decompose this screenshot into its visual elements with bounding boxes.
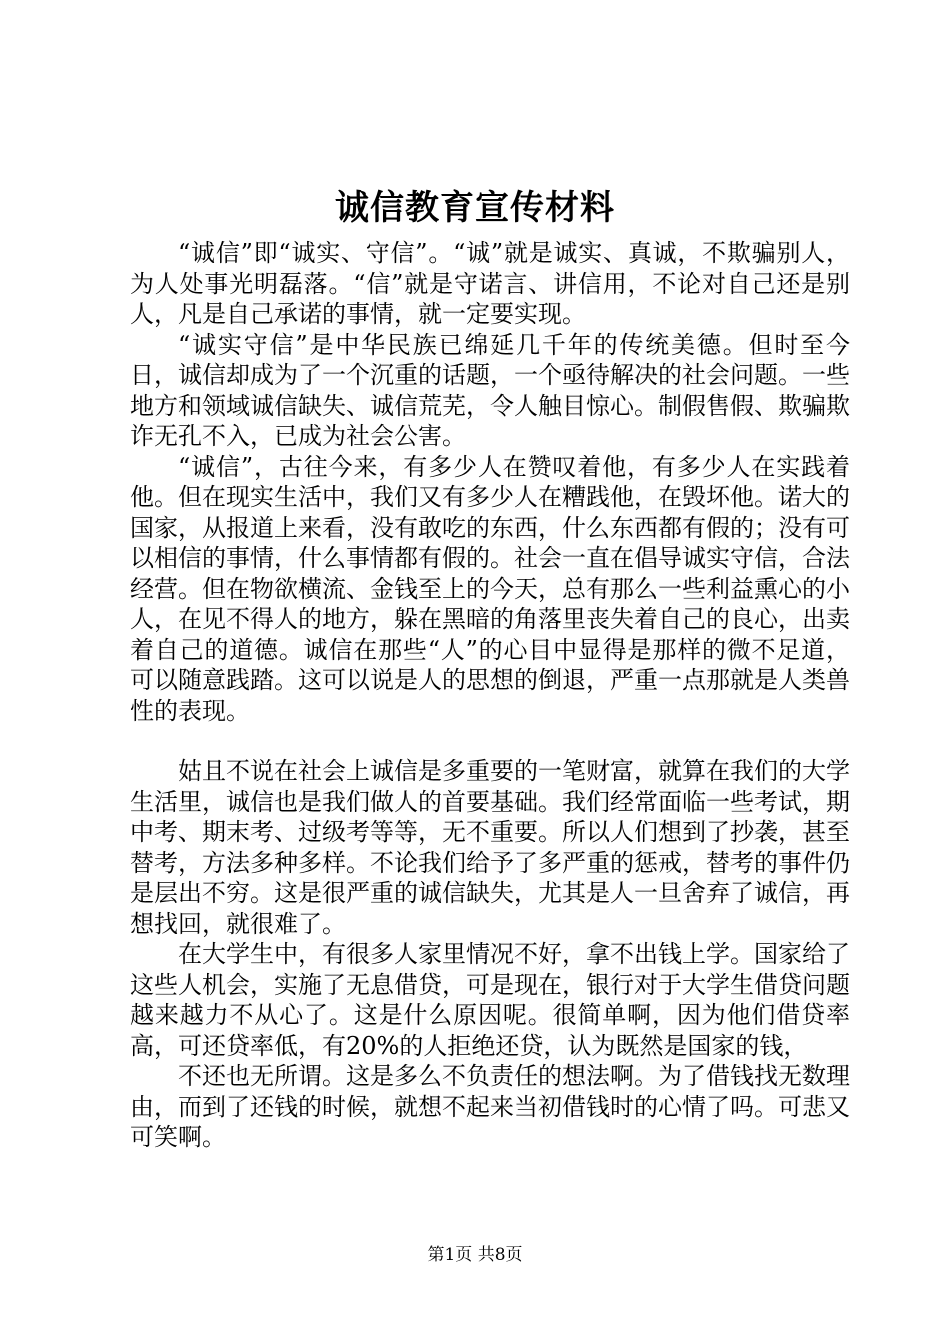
paragraph-6: 不还也无所谓。这是多么不负责任的想法啊。为了借钱找无数理由，而到了还钱的时候，就想不起来当初借钱时的心情了吗。可悲又可笑啊。	[130, 1062, 850, 1151]
paragraph-5: 在大学生中，有很多人家里情况不好，拿不出钱上学。国家给了这些人机会，实施了无息借贷，可是现在，银行对于大学生借贷问题越来越力不从心了。这是什么原因呢。很简单啊，因为他们借贷率高，可还贷率低，有20%的人拒绝还贷，认为既然是国家的钱，	[130, 940, 850, 1060]
document-title: 诚信教育宣传材料	[335, 188, 615, 228]
page-footer: 第1页 共8页	[427, 1245, 523, 1265]
document-body	[130, 238, 850, 1153]
paragraph-2: “诚实守信”是中华民族已绵延几千年的传统美德。但时至今日，诚信却成为了一个沉重的话题，一个亟待解决的社会问题。一些地方和领域诚信缺失、诚信荒芜，令人触目惊心。制假售假、欺骗欺诈无孔不入，已成为社会公害。	[130, 330, 850, 450]
paragraph-4: 姑且不说在社会上诚信是多重要的一笔财富，就算在我们的大学生活里，诚信也是我们做人的首要基础。我们经常面临一些考试，期中考、期末考、过级考等等，无不重要。所以人们想到了抄袭，甚至替考，方法多种多样。不论我们给予了多严重的惩戒，替考的事件仍是层出不穷。这是很严重的诚信缺失，尤其是人一旦舍弃了诚信，再想找回，就很难了。	[130, 757, 850, 938]
paragraph-1: “诚信”即“诚实、守信”。“诚”就是诚实、真诚，不欺骗别人，为人处事光明磊落。“信”就是守诺言、讲信用，不论对自己还是别人，凡是自己承诺的事情，就一定要实现。	[130, 239, 850, 328]
paragraph-3: “诚信”，古往今来，有多少人在赞叹着他，有多少人在实践着他。但在现实生活中，我们又有多少人在糟践他，在毁坏他。诺大的国家，从报道上来看，没有敢吃的东西，什么东西都有假的；没有可以相信的事情，什么事情都有假的。社会一直在倡导诚实守信，合法经营。但在物欲横流、金钱至上的今天，总有那么一些利益熏心的小人，在见不得人的地方，躲在黑暗的角落里丧失着自己的良心，出卖着自己的道德。诚信在那些“人”的心目中显得是那样的微不足道，可以随意践踏。这可以说是人的思想的倒退，严重一点那就是人类兽性的表现。	[130, 452, 850, 725]
